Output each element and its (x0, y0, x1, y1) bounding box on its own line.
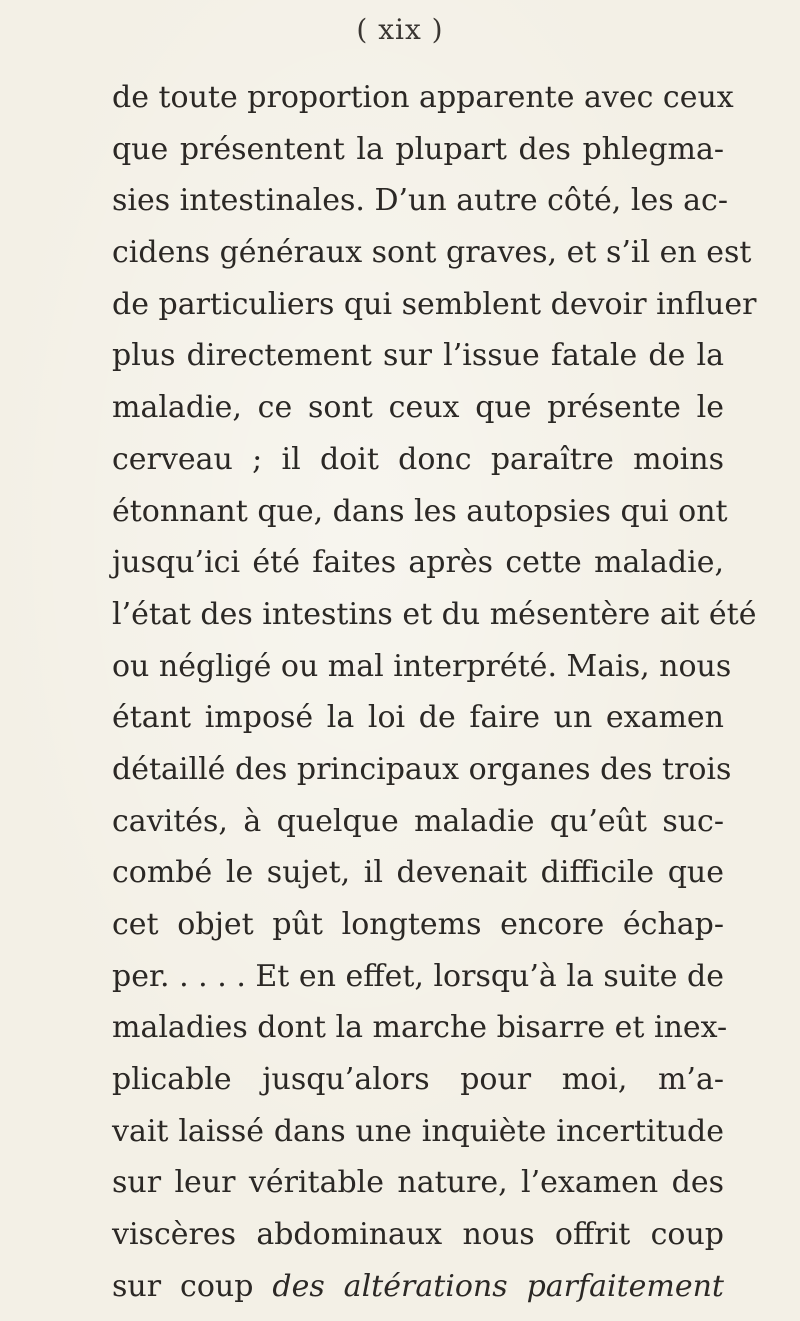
text-line: que présentent la plupart des phlegma- (112, 131, 724, 167)
text-line: ou négligé ou mal interprété. Mais, nous (112, 648, 732, 684)
text-line: cavités, à quelque maladie qu’eût suc- (112, 803, 724, 839)
text-line-last-italic: des altérations parfaitement (272, 1268, 724, 1304)
text-line: cerveau ; il doit donc paraître moins (112, 441, 724, 477)
text-line: plicable jusqu’alors pour moi, m’a- (112, 1062, 724, 1098)
text-line: per. . . . . Et en effet, lorsqu’à la suite de (112, 958, 724, 994)
body-text (112, 72, 757, 1313)
text-line: combé le sujet, il devenait difficile que (112, 855, 724, 891)
text-line: détaillé des principaux organes des trois (112, 751, 732, 787)
page-number: ( xix ) (356, 13, 444, 46)
text-line: plus directement sur l’issue fatale de la (112, 338, 724, 374)
text-line: étonnant que, dans les autopsies qui ont (112, 493, 728, 529)
text-line: étant imposé la loi de faire un examen (112, 700, 724, 736)
text-line: maladies dont la marche bisarre et inex- (112, 1010, 728, 1046)
text-line: cidens généraux sont graves, et s’il en est (112, 235, 752, 271)
text-line: cet objet pût longtems encore échap- (112, 907, 724, 942)
text-line-last (112, 1261, 724, 1313)
text-line: vait laissé dans une inquiète incertitude (112, 1113, 724, 1149)
text-line: viscères abdominaux nous offrit coup (112, 1217, 724, 1253)
text-line: de toute proportion apparente avec ceux (112, 80, 734, 115)
text-line: maladie, ce sont ceux que présente le (112, 390, 724, 426)
text-line: de particuliers qui semblent devoir influer (112, 286, 757, 322)
text-line: sur leur véritable nature, l’examen des (112, 1165, 724, 1201)
text-line: jusqu’ici été faites après cette maladie, (112, 545, 724, 581)
text-line-last-regular: sur coup (112, 1268, 273, 1304)
text-line: l’état des intestins et du mésentère ait été (112, 596, 757, 632)
text-line: sies intestinales. D’un autre côté, les ac- (112, 183, 728, 219)
